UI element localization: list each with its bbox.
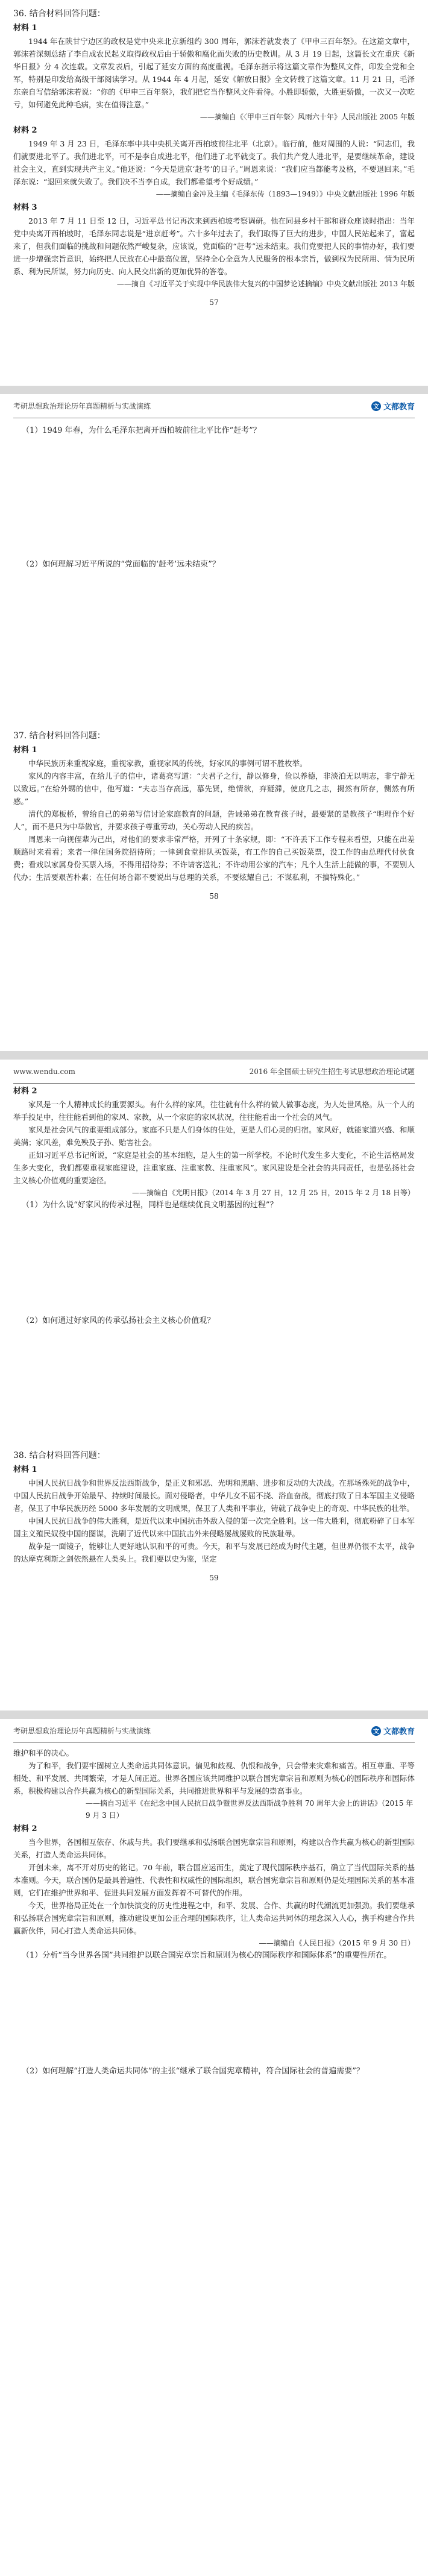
page-divider — [0, 1711, 428, 1719]
page-number: 58 — [209, 892, 219, 900]
page-57 — [0, 0, 428, 386]
page-59 — [0, 1445, 428, 1711]
material-2-body-3: 今天，世界格局正处在一个加快演变的历史性进程之中，和平、发展、合作、共赢的时代潮流更加强劲。我们要继承和弘扬联合国宪章宗旨和原则，推动建设更加公正合理的国际秩序，让人类命运共同体的理念深入人心，携手构建合作共赢新伙伴，同心打造人类命运共同体。 — [13, 1901, 415, 1935]
logo-icon: 文 — [371, 401, 381, 411]
material-2-body-1: 家风是一个人精神成长的重要源头。有什么样的家风，往往就有什么样的做人做事态度，为人处世风格。从一个人的举手投足中，往往能看到他的家风、家教，从一个家庭的家风状况，往往能看出一个社会的风气。 — [13, 1100, 415, 1122]
page-number: 57 — [209, 298, 219, 307]
material-2-body-2: 开创未来，离不开对历史的铭记。70 年前，联合国应运而生，奠定了现代国际秩序基石，确立了当代国际关系的基本准则。今天，联合国仍是最具普遍性、代表性和权威性的国际组织，联合国宪章宗旨和原则仍是处理国际关系的基本准则，它们在维护世界和平、促进共同发展方面发挥着不可替代的作用。 — [13, 1863, 415, 1897]
material-2-label: 材料 2 — [13, 126, 37, 135]
material-1-label: 材料 1 — [13, 24, 37, 33]
material-1-source: ——摘编自《〈甲申三百年祭〉风雨六十年》人民出版社 2005 年版 — [200, 113, 415, 121]
page-58-top — [0, 394, 428, 726]
logo-icon: 文 — [371, 1726, 381, 1736]
material-1-body-4: 周恩来一向视侄辈为己出，对他们的要求非常严格，开列了十条家规，即：“不许丢下工作专程来看望，只能在出差顺路时来看看；来者一律住国务院招待所；一律到食堂排队买饭菜，有工作的自己买饭菜票，没工作的由总理代付伙食费；看戏以家属身份买票入场，不得用招待券；不许请客送礼；不许动用公家的汽车；凡个人生活上能做的事，不要别人代办；生活要艰苦朴素；在任何场合都不要说出与总理的关系，不要炫耀自己；不谋私利，不搞特殊化。” — [13, 835, 415, 882]
material-2-label: 材料 2 — [13, 1824, 37, 1833]
question-36-title: 36. 结合材料回答问题： — [13, 9, 105, 19]
question-38-title: 38. 结合材料回答问题： — [13, 1451, 105, 1460]
material-2-label: 材料 2 — [13, 1087, 37, 1096]
material-1-body-1: 中华民族历来重视家庭，重视家教，重视家风的传统，好家风的事例可谓不胜枚举。 — [28, 759, 307, 768]
header-website: www.wendu.com — [13, 1067, 75, 1076]
material-1-body-4: 为了和平，我们要牢固树立人类命运共同体意识。偏见和歧视、仇恨和战争，只会带来灾难和痛苦。相互尊重、平等相处、和平发展、共同繁荣，才是人间正道。世界各国应该共同维护以联合国宪章宗旨和原则为核心的国际秩序和国际体系，积极构建以合作共赢为核心的新型国际关系，共同推进世界和平与发展的崇高事业。 — [13, 1761, 415, 1795]
material-2-source: ——摘编自《光明日报》（2014 年 3 月 27 日，12 月 25 日，2015 年 2 月 18 日等） — [131, 1189, 415, 1197]
header-title: 考研思想政治理论历年真题精析与实战演练 — [13, 1727, 151, 1735]
page-58 — [0, 726, 428, 1051]
material-1-body-3: 战争是一面镜子，能够让人更好地认识和平的可贵。今天，和平与发展已经成为时代主题，但世界仍很不太平，战争的达摩克利斯之剑依然悬在人类头上。我们要以史为鉴，坚定 — [13, 1542, 415, 1563]
question-38-1: （1）分析“当今世界各国”共同维护以联合国宪章宗旨和原则为核心的国际秩序和国际体系”的重要性所在。 — [22, 1951, 392, 1960]
material-2-body-2: 家风是社会风气的重要组成部分。家庭不只是人们身体的住处，更是人们心灵的归宿。家风好，就能家道兴盛、和顺美满；家风差，难免殃及子孙、贻害社会。 — [13, 1125, 415, 1147]
page-header — [13, 1719, 415, 1743]
material-1-label: 材料 1 — [13, 1465, 37, 1474]
material-1-body-2: 家风的内容丰富，在给儿子的信中，诸葛亮写道：“夫君子之行，静以修身，俭以养德，非淡泊无以明志，非宁静无以致远。”在给外甥的信中，他写道：“夫志当存高远，慕先贤，绝情欲，弃疑滞，使庶几之志，揭然有所存，恻然有所感。” — [13, 771, 415, 806]
header-title: 2016 年全国硕士研究生招生考试思想政治理论试题 — [249, 1067, 415, 1076]
material-continued: 维护和平的决心。 — [13, 1748, 74, 1758]
page-divider — [0, 386, 428, 394]
question-37-2: （2）如何通过好家风的传承弘扬社会主义核心价值观？ — [22, 1316, 215, 1325]
page-number: 59 — [209, 1574, 219, 1582]
material-2-source: ——摘编自《人民日报》（2015 年 9 月 30 日） — [259, 1939, 415, 1947]
page-header — [13, 1060, 415, 1084]
material-2-source: ——摘编自金冲及主编《毛泽东传（1893—1949）》中央文献出版社 1996 年版 — [156, 190, 415, 198]
question-37-1: （1）为什么说“好家风的传承过程，同样也是继续优良文明基因的过程”？ — [22, 1201, 278, 1210]
material-3-source: ——摘自《习近平关于实现中华民族伟大复兴的中国梦论述摘编》中央文献出版社 2013 年版 — [116, 280, 415, 288]
material-1-body-2: 中国人民抗日战争的伟大胜利，是近代以来中国抗击外敌入侵的第一次完全胜利。这一伟大胜利，彻底粉碎了日本军国主义殖民奴役中国的图谋，洗刷了近代以来中国抗击外来侵略屡战屡败的民族耻辱。 — [13, 1516, 415, 1538]
material-2-body-3: 正如习近平总书记所说，“家庭是社会的基本细胞，是人生的第一所学校。不论时代发生多大变化，不论生活格局发生多大变化，我们都要重视家庭建设，注重家庭、注重家教、注重家风”。家风建设是全社会的共同责任，也是弘扬社会主义核心价值观的重要途径。 — [13, 1151, 415, 1185]
publisher-logo: 文 文都教育 — [371, 400, 415, 412]
header-title: 考研思想政治理论历年真题精析与实战演练 — [13, 402, 151, 410]
material-3-label: 材料 3 — [13, 203, 37, 212]
material-3-body: 2013 年 7 月 11 日至 12 日，习近平总书记再次来到西柏坡考察调研。他在同县乡村干部和群众座谈时指出：当年党中央离开西柏坡时，毛泽东同志说是“进京赶考”。六十多年过去了，我们取得了巨大的进步，中国人民站起来了，富起来了，但我们面临的挑战和问题依然严峻复杂，应该说，党面临的“赶考”远未结束。我们党要把人民的事情办好，我们要进一步增强宗旨意识，始终把人民放在心中最高位置，坚持全心全意为人民服务的根本宗旨，做到权为民所用、情为民所系、利为民所谋，努力向历史、向人民交出新的更加优异的答卷。 — [13, 216, 415, 276]
page-header — [13, 394, 415, 418]
page-divider — [0, 1051, 428, 1060]
page-60 — [0, 1719, 428, 2319]
question-36-1: （1）1949 年春，为什么毛泽东把离开西柏坡前往北平比作“赶考”？ — [22, 426, 261, 435]
material-1-body: 1944 年在陕甘宁边区的政权是党中央来北京新组约 300 周年，郭沫若就发表了《甲申三百年祭》。在这篇文章中，郭沫若深刻总结了李自成农民起义取得政权后由于骄傲和腐化而失败的历史教训。从 3 月 19 日起，这篇长文在重庆《新华日报》分 4 次连载。文章发表后，引起了延安方面的高度重视。毛泽东指示将这篇文章作为整风文件，印发全党和全军，特别是印发给高级干部阅读学习。从 1944 年 4 月起，延安《解放日报》全文转载了这篇文章。11 月 21 日，毛泽东亲自写信给郭沫若说：“你的《甲申三百年祭》，我们把它当作整风文件看待。小胜即骄傲，大胜更骄傲，一次又一次吃亏，如何避免此种毛病，实在值得注意。” — [13, 37, 415, 109]
material-2-body-1: 当今世界，各国相互依存、休戚与共。我们要继承和弘扬联合国宪章宗旨和原则，构建以合作共赢为核心的新型国际关系，打造人类命运共同体。 — [13, 1838, 415, 1859]
material-1-label: 材料 1 — [13, 746, 37, 755]
page-59-top — [0, 1060, 428, 1445]
question-38-2: （2）如何理解“打造人类命运共同体”的主张“继承了联合国宪章精神，符合国际社会的普遍需要”？ — [22, 2067, 364, 2076]
question-37-title: 37. 结合材料回答问题： — [13, 731, 105, 741]
publisher-logo: 文 文都教育 — [371, 1725, 415, 1736]
material-1-body-1: 中国人民抗日战争和世界反法西斯战争，是正义和邪恶、光明和黑暗、进步和反动的大决战。在那场殊死的战争中，中国人民抗日战争开始最早、持续时间最长。面对侵略者，中华儿女不屈不挠、浴血奋战，彻底打败了日本军国主义侵略者，保卫了中华民族历经 5000 多年发展的文明成果，保卫了人类和平事业，铸就了战争史上的奇观、中华民族的壮举。 — [13, 1478, 415, 1513]
material-1-source: ——摘自习近平《在纪念中国人民抗日战争暨世界反法西斯战争胜利 70 周年大会上的讲话》（2015 年 9 月 3 日） — [86, 1799, 414, 1820]
question-36-2: （2）如何理解习近平所说的“党面临的‘赶考’远未结束”？ — [22, 560, 220, 569]
material-1-body-3: 清代的郑板桥，曾给自己的弟弟写信讨论家庭教育的问题，告诫弟弟在教育孩子时，最要紧的是教孩子“明理作个好人”，而不是只为中举做官，并要求孩子尊重劳动，关心劳动人民的疾苦。 — [13, 809, 415, 831]
material-2-body: 1949 年 3 月 23 日，毛泽东率中共中央机关离开西柏坡前往北平（北京）。临行前，他对周围的人说：“同志们，我们就要进北平了。我们进北平，可不是李自成进北平，他们进了北平就变了。我们共产党人进北平，是要继续革命，建设社会主义，直到实现共产主义。”他还说：“今天是进京‘赶考’的日子。”周恩来说：“我们应当都能考及格，不要退回来。”毛泽东说：“退回来就失败了。我们决不当李自成，我们都希望考个好成绩。” — [13, 139, 415, 186]
